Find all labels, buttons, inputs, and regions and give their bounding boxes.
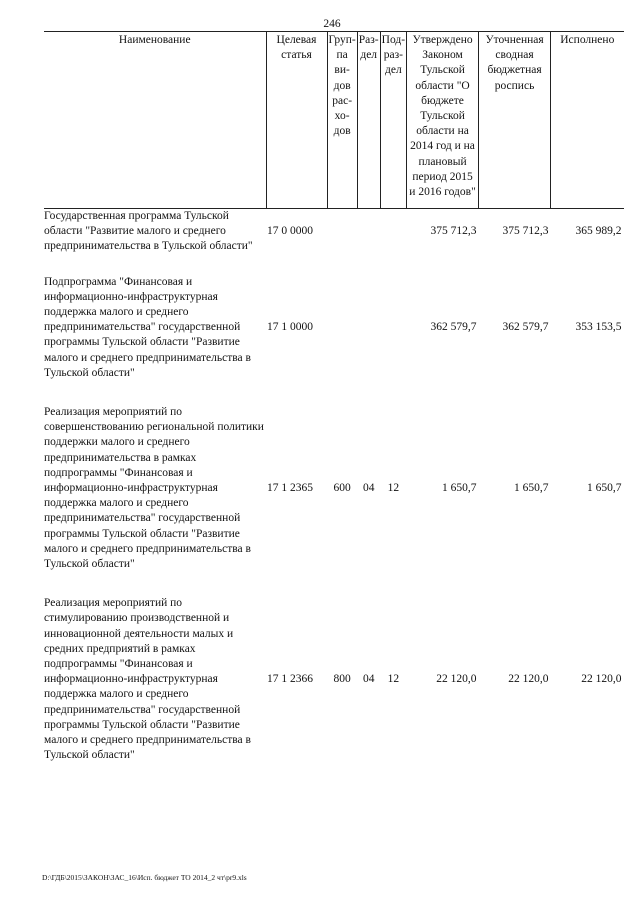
row-approved: 1 650,7 <box>442 482 477 495</box>
row-name: Государственная программа Тульской области "Развитие малого и среднего предпринимательства в Тульской области" <box>44 210 253 253</box>
header-approved: Утверждено Законом Тульской области "О бюджете Тульской области на 2014 год и на плановый период 2015 и 2016 годов" <box>407 32 479 209</box>
row-name: Реализация мероприятий по совершенствованию региональной политики поддержки малого и среднего предпринимательства в рамках подпрограммы "Финансовая и информационно-инфраструктурная поддержка малого и среднего предпринимательства" государственной программы Тульской области "Развитие малого и среднего предпринимательства в Тульской области" <box>44 406 264 571</box>
row-spacer <box>44 572 624 596</box>
row-subsection <box>380 209 406 255</box>
row-executed: 22 120,0 <box>581 673 622 686</box>
table-header-row <box>44 32 624 209</box>
row-group: 800 <box>333 673 351 686</box>
row-executed: 353 153,5 <box>575 321 622 334</box>
row-approved: 375 712,3 <box>430 225 477 238</box>
table-row <box>44 275 624 381</box>
row-target: 17 1 2366 <box>267 673 313 686</box>
row-target: 17 1 0000 <box>267 321 313 334</box>
row-section: 04 <box>362 673 375 686</box>
row-group: 600 <box>333 482 351 495</box>
header-target-article: Целевая статья <box>266 32 327 209</box>
row-name: Реализация мероприятий по стимулированию производственной и инновационной деятельности малых и средних предприятий в рамках подпрограммы "Финансовая и информационно-инфраструктурная поддержка малого и среднего предпринимательства" государственной программы Тульской области "Развитие малого и среднего предпринимательства в Тульской области" <box>44 597 251 762</box>
row-subsection <box>380 275 406 381</box>
row-target: 17 0 0000 <box>267 225 313 238</box>
row-refined: 362 579,7 <box>502 321 549 334</box>
row-name: Подпрограмма "Финансовая и информационно-инфраструктурная поддержка малого и среднего предпринимательства" государственной программы Тульской области "Развитие малого и среднего предпринимательства в Тульской области" <box>44 275 251 379</box>
row-target: 17 1 2365 <box>267 482 313 495</box>
header-name: Наименование <box>44 32 266 209</box>
header-section: Раз-дел <box>357 32 380 209</box>
table-row <box>44 405 624 572</box>
row-section <box>357 275 380 381</box>
file-path-footer: D:\ГДБ\2015\ЗАКОН\ЗАС_16\Исп. бюджет ТО 2014_2 чт\pr9.xls <box>42 873 247 882</box>
row-section <box>357 209 380 255</box>
row-group <box>327 275 357 381</box>
row-refined: 1 650,7 <box>514 482 549 495</box>
row-section: 04 <box>362 482 375 495</box>
header-refined: Уточненная сводная бюджетная роспись <box>479 32 551 209</box>
row-refined: 375 712,3 <box>502 225 549 238</box>
row-spacer <box>44 255 624 275</box>
row-refined: 22 120,0 <box>508 673 549 686</box>
row-executed: 1 650,7 <box>587 482 622 495</box>
row-subsection: 12 <box>387 673 400 686</box>
row-subsection: 12 <box>387 482 400 495</box>
row-executed: 365 989,2 <box>575 225 622 238</box>
table-row <box>44 596 624 763</box>
row-spacer <box>44 381 624 405</box>
table-row <box>44 209 624 255</box>
row-group <box>327 209 357 255</box>
header-subsection: Под-раз-дел <box>380 32 406 209</box>
row-approved: 22 120,0 <box>436 673 477 686</box>
page-number: 246 <box>323 18 341 30</box>
header-executed: Исполнено <box>551 32 624 209</box>
header-expense-group: Груп-па ви-дов рас-хо-дов <box>327 32 357 209</box>
row-approved: 362 579,7 <box>430 321 477 334</box>
budget-table <box>44 31 624 764</box>
